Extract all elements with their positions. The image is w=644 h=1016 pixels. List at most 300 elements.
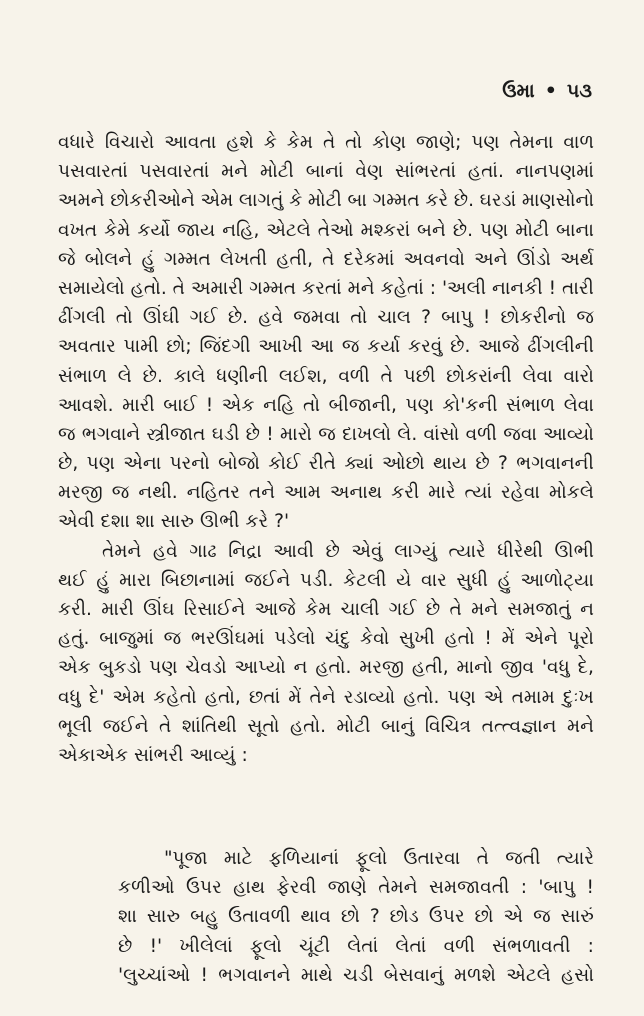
text-line: [58, 216, 594, 245]
word: છે: [475, 453, 490, 475]
word: ભગવાનને: [218, 964, 291, 986]
text-line: [118, 902, 594, 931]
word: એક: [58, 657, 91, 679]
word: "પૂજા: [164, 848, 208, 869]
word: ઊભી: [554, 540, 594, 562]
text-line: [58, 157, 594, 186]
word: ગમ્મત: [249, 277, 297, 299]
word: એને: [524, 628, 558, 650]
word: એટલે: [266, 219, 311, 241]
word: ધીરેથી: [497, 540, 543, 562]
word: મળશે: [454, 964, 496, 986]
word: વિચારો: [104, 132, 155, 153]
word: એમ: [200, 190, 234, 212]
word: તેમના: [509, 132, 554, 153]
word: ભરઊંઘમાં: [190, 628, 265, 650]
word: બાનાં: [305, 161, 344, 183]
word: બાજુમાં: [99, 628, 154, 650]
word: મને: [221, 161, 249, 183]
word: પણ: [149, 657, 178, 679]
word: પસવારતાં: [58, 161, 128, 183]
word: ચાલી: [340, 599, 380, 620]
word: પણ: [447, 686, 476, 708]
text-line: [58, 507, 594, 536]
word: બહુ: [190, 906, 219, 928]
word: ગાઢ: [189, 540, 217, 562]
word: જ: [58, 423, 76, 445]
word: તે: [449, 599, 462, 620]
word: દુઃખ: [562, 686, 594, 708]
word: સુખી: [399, 628, 435, 650]
running-header: [502, 80, 592, 102]
word: બાનું: [380, 715, 415, 737]
word: ધણીની: [216, 365, 269, 387]
text-line: [58, 245, 594, 274]
text-line: [58, 420, 594, 449]
text-line: [58, 624, 594, 653]
quoted-passage: [118, 844, 594, 990]
word: ફળિયાનાં: [268, 848, 339, 869]
word: મને: [347, 277, 375, 299]
word: લેતાં: [395, 935, 427, 957]
word: રડાવ્યો: [343, 686, 396, 708]
word: સંભાળ: [58, 365, 107, 387]
text-line: [58, 683, 594, 712]
word: તે: [380, 365, 393, 387]
word: 'વધુ: [541, 657, 570, 679]
word: કર્યા: [367, 336, 401, 358]
word: અને: [474, 248, 508, 270]
word: માથે: [300, 964, 333, 986]
word: કોણ: [372, 132, 407, 153]
word: અમારી: [190, 277, 244, 299]
body-text: [58, 128, 594, 770]
word: માણસોનો: [521, 190, 594, 212]
word: ભૂલી: [58, 715, 93, 737]
word: ચેવડો: [185, 657, 227, 679]
word: સુધી: [456, 569, 488, 591]
word: બાપુ: [441, 307, 473, 329]
word: ત્યારે: [448, 540, 486, 562]
word: હતાં.: [467, 161, 504, 183]
word: લે: [117, 365, 132, 387]
text-line: [58, 537, 594, 566]
word: છોકરીઓને: [110, 190, 195, 212]
word: મેં: [288, 686, 302, 708]
word: કો'કની: [442, 394, 498, 416]
word: એકાએક: [58, 744, 129, 766]
word: એવી: [58, 511, 95, 533]
word: ન: [580, 599, 594, 620]
word: તેમને: [102, 540, 142, 562]
word: નથી.: [138, 482, 178, 504]
word: કેટલી: [343, 569, 387, 591]
word: બા: [347, 190, 367, 212]
word: જ: [341, 336, 360, 358]
text-line: [118, 844, 594, 873]
word: મરજી: [359, 657, 405, 679]
word: કેમ: [305, 599, 332, 620]
word: બિછાનામાં: [160, 569, 235, 591]
word: અમને: [58, 190, 105, 212]
word: ઊંઘી: [142, 307, 180, 329]
word: છે: [425, 599, 441, 620]
header-separator: •: [544, 80, 557, 102]
word: ફેરવી: [276, 877, 317, 899]
word: વેણ: [355, 161, 384, 183]
word: કોઈ: [268, 453, 301, 475]
word: કરતાં: [302, 277, 342, 299]
word: થાય: [432, 453, 467, 475]
word: મારી: [122, 394, 155, 416]
text-line: [58, 186, 594, 215]
word: પણ: [479, 219, 509, 241]
word: આવશે.: [58, 394, 114, 416]
word: મેં: [501, 628, 515, 650]
word: હતો.: [289, 715, 327, 737]
word: 'અલી: [441, 277, 487, 299]
word: !: [586, 877, 594, 899]
word: લાગતું: [238, 190, 284, 212]
word: એવું: [351, 540, 383, 562]
word: મરજી: [58, 482, 103, 504]
word: ચૂંટી: [299, 935, 331, 957]
word: મારી: [101, 599, 134, 620]
word: જઈને: [244, 569, 291, 591]
word: 'બાપુ: [538, 877, 576, 899]
text-line: [58, 741, 594, 770]
word: મોકલે: [548, 482, 594, 504]
word: કેમ: [286, 132, 314, 153]
word: પણ: [471, 132, 500, 153]
word: ન: [293, 657, 308, 679]
word: મોટી: [307, 190, 342, 212]
word: તે: [322, 132, 336, 153]
word: મારે: [428, 482, 456, 504]
word: હું: [96, 569, 110, 591]
word: કરી: [391, 482, 420, 504]
word: :: [241, 744, 248, 766]
word: :: [587, 935, 594, 957]
word: છોકરાંની: [446, 365, 512, 387]
word: નિદ્રા: [228, 540, 262, 562]
word: લે.: [397, 423, 418, 445]
word: આવ્યું: [189, 744, 236, 766]
page-number: ૫૩: [566, 80, 592, 102]
word: વાર: [421, 569, 447, 591]
word: !: [484, 628, 492, 650]
word: દશા: [100, 511, 130, 533]
word: બોલને: [84, 248, 133, 270]
word: દે,: [577, 657, 594, 679]
word: છોડ: [389, 906, 419, 928]
word: મને: [471, 599, 499, 620]
word: ભગવાને: [81, 423, 141, 445]
word: છે.: [227, 307, 249, 329]
word: છોકરીનો: [500, 307, 567, 329]
word: ઉતારવા: [403, 848, 461, 869]
word: હતી,: [411, 657, 449, 679]
word: તારી: [562, 277, 594, 299]
word: બાઈ: [163, 394, 198, 416]
word: આવતા: [164, 132, 217, 153]
word: જઈને: [102, 715, 149, 737]
text-line: [58, 478, 594, 507]
word: આખી: [258, 336, 303, 358]
word: જ: [576, 307, 594, 329]
word: તમામ: [511, 686, 555, 708]
word: તેમને: [378, 877, 418, 899]
word: કરે: [425, 190, 449, 212]
word: જાણે: [327, 877, 367, 899]
word: કર્યો: [137, 219, 171, 241]
word: સમજાતું: [507, 599, 571, 620]
word: અવતાર: [58, 336, 116, 358]
word: ઉપર: [428, 906, 465, 928]
word: 'લુચ્ચાંઓ: [118, 964, 191, 986]
word: તેઓ: [317, 219, 354, 241]
word: ક્યાં: [344, 453, 374, 475]
word: રિસાઈને: [183, 599, 246, 620]
word: છે.: [450, 336, 471, 358]
word: કાલે: [173, 365, 206, 387]
text-line: [118, 873, 594, 902]
word: વાળ: [563, 132, 594, 153]
word: છે.: [452, 219, 474, 241]
text-line: [58, 362, 594, 391]
word: ઘરડાં: [479, 190, 517, 212]
word: તે: [476, 848, 489, 869]
text-line: [58, 303, 594, 332]
word: હતો.: [315, 657, 352, 679]
word: વિચિત્ર: [424, 715, 472, 737]
word: કરી.: [58, 599, 92, 620]
word: દાખલો: [342, 423, 392, 445]
word: આજે: [478, 336, 520, 358]
word: હતી,: [276, 248, 313, 270]
word: વખત: [58, 219, 98, 241]
word: છે.: [453, 190, 475, 212]
text-line: [58, 391, 594, 420]
word: સારુ: [146, 906, 181, 928]
word: આળોટ્યા: [520, 569, 594, 591]
word: હતું.: [58, 628, 90, 650]
word: આમ: [284, 482, 321, 504]
text-line: [58, 128, 594, 157]
word: થાવ: [300, 906, 331, 928]
word: આપ્યો: [234, 657, 286, 679]
word: પૂરો: [567, 628, 594, 650]
word: બીજાની,: [328, 394, 397, 416]
word: પડી.: [299, 569, 334, 591]
word: ઉતાવળી: [228, 906, 291, 928]
word: શાંતિથી: [181, 715, 237, 737]
word: થઈ: [58, 569, 87, 591]
word: કરવું: [407, 336, 443, 358]
word: કળીઓ: [118, 877, 175, 899]
word: સમાયેલો: [58, 277, 125, 299]
word: !': [149, 935, 163, 957]
word: કે: [289, 190, 303, 212]
word: માનો: [456, 657, 493, 679]
word: છે: [118, 935, 133, 957]
word: હતો,: [204, 686, 241, 708]
word: ચાલ: [377, 307, 411, 329]
word: અર્થ: [560, 248, 594, 270]
word: ફૂલો: [249, 935, 282, 957]
word: ?: [498, 453, 508, 475]
word: વધારે: [58, 132, 95, 153]
word: રહેવા: [500, 482, 540, 504]
word: કહેતો: [153, 686, 197, 708]
word: મોટી: [515, 219, 550, 241]
word: પડેલો: [274, 628, 316, 650]
text-line: [58, 274, 594, 303]
word: કહેતાં: [380, 277, 424, 299]
word: માટે: [223, 848, 253, 869]
word: નહિ: [263, 394, 295, 416]
word: દે': [88, 686, 105, 708]
word: એના: [123, 453, 162, 475]
word: લઈશ,: [278, 365, 328, 387]
word: છો: [340, 906, 360, 928]
word: મને: [567, 715, 594, 737]
text-line: [58, 712, 594, 741]
word: હસો: [561, 964, 594, 986]
word: તે: [322, 248, 335, 270]
word: સૂતો: [247, 715, 280, 737]
word: પસવારતાં: [139, 161, 210, 183]
text-line: [58, 332, 594, 361]
word: છે: [245, 423, 261, 445]
word: જમવા: [293, 307, 341, 329]
word: ઊભી: [199, 511, 240, 533]
word: ઊંઘ: [143, 599, 175, 620]
text-line: [118, 932, 594, 961]
word: નહિતર: [186, 482, 240, 504]
word: :: [520, 877, 528, 899]
word: જીવ: [500, 657, 535, 679]
word: સાંભરી: [134, 744, 184, 766]
word: ગઈ: [388, 599, 417, 620]
word: સંભળાવતી: [492, 935, 571, 957]
word: તેને: [309, 686, 336, 708]
word: ગઈ: [189, 307, 218, 329]
word: સમજાવતી: [428, 877, 510, 899]
word: તે: [159, 715, 172, 737]
word: મોટી: [336, 715, 371, 737]
word: કરે: [245, 511, 269, 533]
word: મારો: [280, 423, 312, 445]
word: છે,: [58, 453, 79, 475]
word: છે.: [142, 365, 163, 387]
word: એ: [503, 906, 524, 928]
word: સાંભરતાં: [395, 161, 457, 183]
word: નાનપણમાં: [515, 161, 594, 183]
word: પછી: [403, 365, 436, 387]
word: વળી: [338, 365, 370, 387]
word: શા: [135, 511, 155, 533]
word: હતો.: [403, 686, 440, 708]
word: આ: [310, 336, 335, 358]
word: જાણે;: [415, 132, 462, 153]
word: ઊંડો: [516, 248, 551, 270]
word: એ: [483, 686, 504, 708]
header-title: ઉમા: [502, 80, 535, 102]
word: બાના: [556, 219, 594, 241]
word: ખીલેલાં: [179, 935, 233, 957]
word: ઘડી: [211, 423, 240, 445]
word: !: [200, 964, 208, 986]
word: સંભાળ: [506, 394, 556, 416]
word: છે: [325, 540, 340, 562]
word: બુકડો: [98, 657, 142, 679]
word: જવા: [503, 423, 537, 445]
word: હતો: [444, 628, 475, 650]
word: ?: [369, 906, 380, 928]
word: કેમે: [104, 219, 131, 241]
word: નહિ,: [222, 219, 260, 241]
word: મોટી: [259, 161, 294, 183]
word: ઉપર: [185, 877, 222, 899]
word: જ: [163, 628, 182, 650]
word: હતો.: [130, 277, 167, 299]
word: જ: [111, 482, 130, 504]
word: :: [429, 277, 436, 299]
word: હું: [497, 569, 511, 591]
word: આવ્યો: [543, 423, 594, 445]
word: લેવા: [563, 394, 594, 416]
word: શા: [118, 906, 137, 928]
word: ત્યારે: [556, 848, 594, 869]
word: બેસવાનું: [383, 964, 444, 986]
word: બોજો: [218, 453, 260, 475]
word: વાંસો: [423, 423, 460, 445]
word: બને: [417, 219, 446, 241]
word: ચડી: [343, 964, 374, 986]
word: અનાથ: [329, 482, 383, 504]
word: પામી: [123, 336, 159, 358]
word: છો;: [166, 336, 192, 358]
word: જ: [533, 906, 551, 928]
text-line: [58, 653, 594, 682]
word: ફૂલો: [355, 848, 388, 869]
word: મારા: [119, 569, 152, 591]
word: જ: [318, 423, 336, 445]
word: ?': [274, 511, 290, 533]
word: મશ્કરાં: [360, 219, 411, 241]
word: હવે: [152, 540, 178, 562]
word: ગમ્મત: [372, 190, 420, 212]
word: તત્ત્વજ્ઞાન: [481, 715, 557, 737]
word: એમ: [112, 686, 146, 708]
word: !: [205, 394, 214, 416]
word: પણ: [405, 394, 434, 416]
word: !: [266, 423, 274, 445]
word: રીતે: [308, 453, 336, 475]
word: ત્યાં: [464, 482, 492, 504]
word: ઢીંગલી: [58, 307, 106, 329]
word: કે: [263, 132, 277, 153]
word: હશે: [226, 132, 254, 153]
word: નાનકી: [491, 277, 543, 299]
word: જિંદગી: [199, 336, 251, 358]
text-line: [58, 449, 594, 478]
word: લાગ્યું: [394, 540, 437, 562]
word: લેખતી: [220, 248, 268, 270]
word: ?: [421, 307, 431, 329]
word: છો: [474, 906, 494, 928]
